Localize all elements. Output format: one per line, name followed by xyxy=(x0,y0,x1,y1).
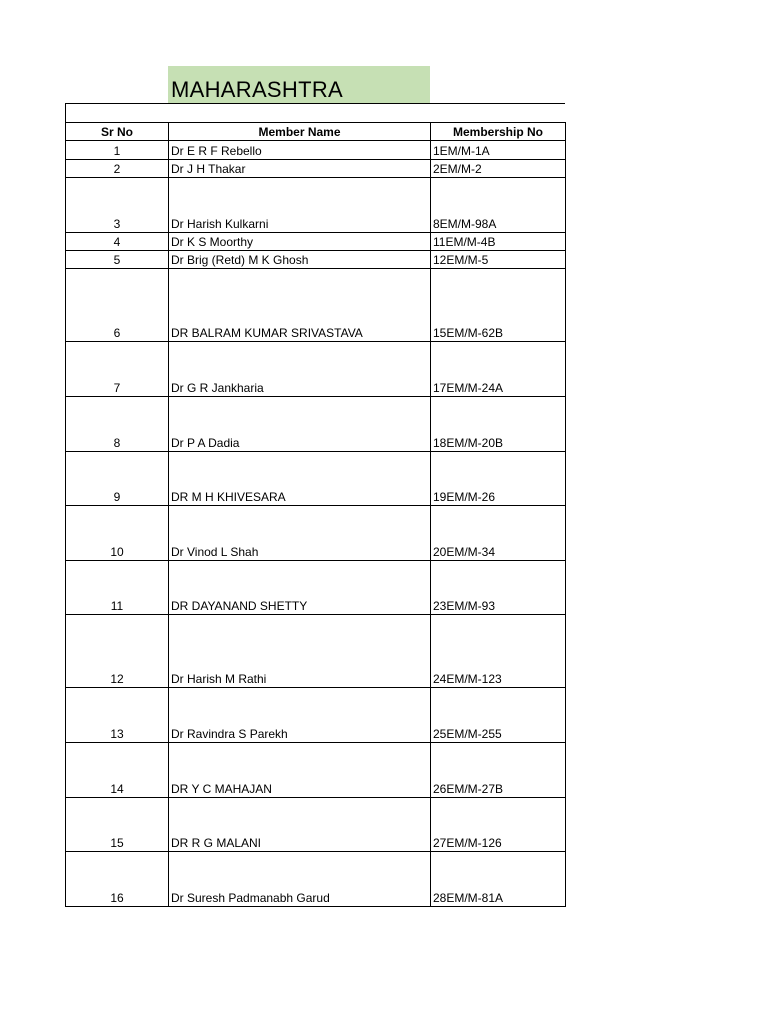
member-table xyxy=(65,122,566,907)
member-name-cell: DR Y C MAHAJAN xyxy=(169,743,431,798)
table-row xyxy=(66,141,566,160)
member-name-cell: Dr P A Dadia xyxy=(169,397,431,452)
title-cell xyxy=(168,66,430,103)
sr-no-cell: 6 xyxy=(66,269,169,342)
header-sr-no: Sr No xyxy=(66,123,169,141)
table-row xyxy=(66,269,566,342)
sr-no-cell: 1 xyxy=(66,141,169,160)
table-row xyxy=(66,251,566,269)
member-name-cell: Dr G R Jankharia xyxy=(169,342,431,397)
table-row xyxy=(66,798,566,852)
membership-no-cell: 8EM/M-98A xyxy=(431,178,566,233)
table-row xyxy=(66,397,566,452)
member-name-cell: Dr Brig (Retd) M K Ghosh xyxy=(169,251,431,269)
table-row xyxy=(66,160,566,178)
sr-no-cell: 8 xyxy=(66,397,169,452)
sr-no-cell: 16 xyxy=(66,852,169,907)
table-row xyxy=(66,561,566,615)
table-row xyxy=(66,452,566,506)
membership-no-cell: 12EM/M-5 xyxy=(431,251,566,269)
membership-no-cell: 23EM/M-93 xyxy=(431,561,566,615)
table-row xyxy=(66,233,566,251)
member-name-cell: Dr Suresh Padmanabh Garud xyxy=(169,852,431,907)
header-row xyxy=(66,123,566,141)
sheet-title: MAHARASHTRA xyxy=(171,77,343,102)
table-row xyxy=(66,342,566,397)
sr-no-cell: 12 xyxy=(66,615,169,688)
sr-no-cell: 9 xyxy=(66,452,169,506)
membership-no-cell: 2EM/M-2 xyxy=(431,160,566,178)
member-name-cell: Dr K S Moorthy xyxy=(169,233,431,251)
member-name-cell: Dr Harish M Rathi xyxy=(169,615,431,688)
divider xyxy=(65,103,565,104)
divider xyxy=(65,103,66,123)
member-name-cell: Dr Vinod L Shah xyxy=(169,506,431,561)
sr-no-cell: 11 xyxy=(66,561,169,615)
membership-no-cell: 18EM/M-20B xyxy=(431,397,566,452)
membership-no-cell: 11EM/M-4B xyxy=(431,233,566,251)
table-row xyxy=(66,506,566,561)
membership-no-cell: 27EM/M-126 xyxy=(431,798,566,852)
sr-no-cell: 5 xyxy=(66,251,169,269)
table-row xyxy=(66,852,566,907)
membership-no-cell: 19EM/M-26 xyxy=(431,452,566,506)
membership-no-cell: 17EM/M-24A xyxy=(431,342,566,397)
header-membership-no: Membership No xyxy=(431,123,566,141)
member-name-cell: DR BALRAM KUMAR SRIVASTAVA xyxy=(169,269,431,342)
member-name-cell: DR R G MALANI xyxy=(169,798,431,852)
table-row xyxy=(66,178,566,233)
membership-no-cell: 20EM/M-34 xyxy=(431,506,566,561)
sr-no-cell: 4 xyxy=(66,233,169,251)
membership-no-cell: 15EM/M-62B xyxy=(431,269,566,342)
sr-no-cell: 15 xyxy=(66,798,169,852)
member-name-cell: Dr Harish Kulkarni xyxy=(169,178,431,233)
table-row xyxy=(66,743,566,798)
member-name-cell: Dr Ravindra S Parekh xyxy=(169,688,431,743)
sr-no-cell: 13 xyxy=(66,688,169,743)
header-member-name: Member Name xyxy=(169,123,431,141)
member-name-cell: DR DAYANAND SHETTY xyxy=(169,561,431,615)
sr-no-cell: 10 xyxy=(66,506,169,561)
membership-no-cell: 28EM/M-81A xyxy=(431,852,566,907)
membership-no-cell: 26EM/M-27B xyxy=(431,743,566,798)
member-name-cell: Dr E R F Rebello xyxy=(169,141,431,160)
sr-no-cell: 3 xyxy=(66,178,169,233)
membership-no-cell: 24EM/M-123 xyxy=(431,615,566,688)
sr-no-cell: 7 xyxy=(66,342,169,397)
table-row xyxy=(66,615,566,688)
sr-no-cell: 2 xyxy=(66,160,169,178)
membership-no-cell: 1EM/M-1A xyxy=(431,141,566,160)
member-name-cell: DR M H KHIVESARA xyxy=(169,452,431,506)
member-name-cell: Dr J H Thakar xyxy=(169,160,431,178)
sr-no-cell: 14 xyxy=(66,743,169,798)
membership-no-cell: 25EM/M-255 xyxy=(431,688,566,743)
table-row xyxy=(66,688,566,743)
